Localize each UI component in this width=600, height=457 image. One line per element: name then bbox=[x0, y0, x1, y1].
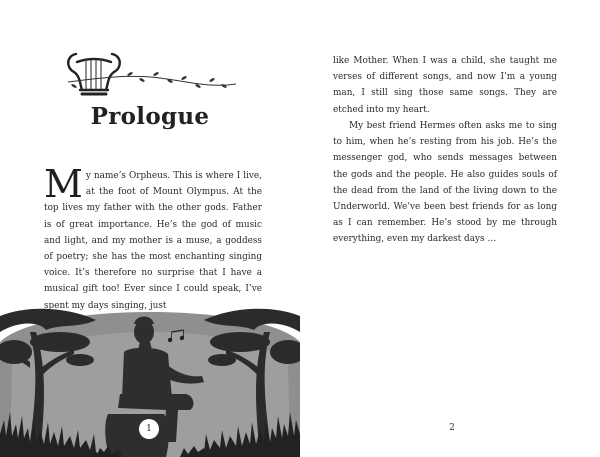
chapter-title: Prologue bbox=[90, 103, 210, 130]
right-paragraph-1: like Mother. When I was a child, she taught me verses of different songs, and now I’m a young man, I still sing those same songs. They are etched into my heart. bbox=[333, 56, 557, 115]
right-paragraph-2: My best friend Hermes often asks me to sing to him, when he’s resting from his job. He’s the messenger god, who sends messages between the gods and the people. He also guides souls of the dead from the land of the living down to the Underworld. We’ve been best friends for as long as I can remember. He’s stood by me through everything, even my darkest days … bbox=[333, 121, 557, 245]
page-number-left: 1 bbox=[139, 419, 159, 439]
drop-cap: M bbox=[44, 162, 83, 206]
prologue-paragraph bbox=[44, 162, 262, 314]
prologue-paragraph-text: y name’s Orpheus. This is where I live, at the foot of Mount Olympus. At the top lives my father with the other gods. Father is of great importance. He’s the god of music and light, and my mother is a muse, a goddess of poetry; she has the most enchanting singing voice. It’s therefore no surprise that I have a musical gift too! Ever since I could speak, I’ve spent my days singing, just bbox=[44, 171, 262, 311]
page-number-right: 2 bbox=[449, 423, 455, 433]
lyre-icon bbox=[60, 48, 240, 104]
